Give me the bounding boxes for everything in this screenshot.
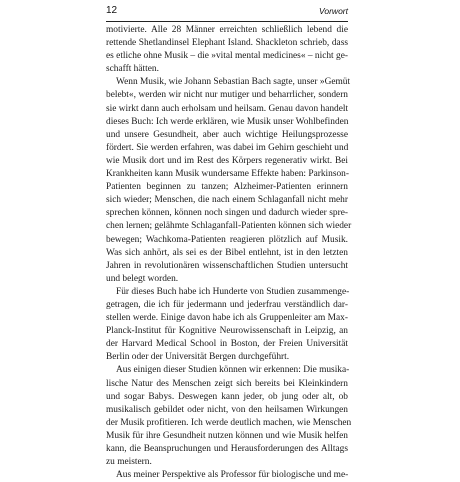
text-line: Wenn Musik, wie Johann Sebastian Bach sagte, unser »Gemüt: [116, 77, 351, 88]
text-line: schafft hätten.: [106, 64, 159, 75]
paragraph: [106, 286, 348, 365]
text-line: und sogar Babys. Deswegen kann jeder, ob jung oder alt, ob: [106, 391, 348, 402]
text-line: fördert. Sie werden erfahren, was dabei im Gehirn geschieht und: [106, 142, 349, 153]
text-line: Planck-Institut für Kognitive Neurowissenschaft in Leipzig, an: [106, 326, 348, 337]
body-text: [106, 24, 352, 482]
text-line: chen lernen; gelähmte Schlaganfall-Patienten können sich wieder: [106, 221, 352, 232]
text-line: kann, die Beanspruchungen und Herausforderungen des Alltags: [106, 444, 348, 454]
text-line: musikalisch gebildet oder nicht, von den heilsamen Wirkungen: [106, 404, 348, 415]
text-line: der Musik profitieren. Ich werde deutlich machen, wie Menschen: [106, 417, 352, 428]
text-line: es etliche ohne Musik – die »vital mental medicines« – nicht ge-: [106, 51, 348, 62]
text-line: sie wirkt dann auch erholsam und heilsam. Genau davon handelt: [106, 103, 349, 114]
text-line: und belegt worden.: [106, 273, 179, 284]
text-line: und unsere Gesundheit, aber auch wichtige Heilungsprozesse: [106, 129, 348, 140]
text-line: der Harvard Medical School in Boston, der Freien Universität: [106, 339, 348, 350]
text-line: Patienten beginnen zu tanzen; Alzheimer-Patienten erinnern: [106, 182, 348, 193]
text-line: Krankheiten kann Musik wundersame Effekte haben: Parkinson-: [106, 169, 349, 180]
text-line: Musik für ihre Gesundheit nutzen können und wie Musik helfen: [106, 430, 348, 441]
text-line: Was sich anhört, als sei es der Bibel entlehnt, ist in den letzten: [106, 247, 348, 258]
text-line: Jahren in revolutionären wissenschaftlichen Studien untersucht: [106, 260, 348, 271]
text-line: bewegen; Wachkoma-Patienten reagieren plötzlich auf Musik.: [106, 234, 348, 245]
paragraph: [106, 469, 348, 482]
text-line: Aus meiner Perspektive als Professor für biologische und me-: [116, 470, 349, 481]
text-line: Aus einigen dieser Studien können wir erkennen: Die musika-: [116, 365, 350, 376]
text-line: wie Musik dort und im Rest des Körpers regenerativ wirkt. Bei: [106, 155, 348, 166]
paragraph: [106, 76, 352, 286]
text-line: dieses Buch: Ich werde erklären, wie Musik unser Wohlbefinden: [106, 116, 349, 127]
text-line: getragen, die ich für jedermann und jederfrau verständlich dar-: [106, 299, 348, 310]
text-line: Für dieses Buch habe ich Hunderte von Studien zusammenge-: [116, 286, 350, 297]
text-line: sich wieder; Menschen, die nach einem Schlaganfall nicht mehr: [106, 195, 348, 206]
running-head: Vorwort: [319, 6, 348, 16]
text-line: rettende Shetlandinsel Elephant Island. Shackleton schrieb, dass: [106, 38, 348, 49]
text-line: zu meistern.: [106, 457, 152, 468]
page-number: 12: [106, 5, 118, 16]
page-header: [106, 2, 348, 22]
text-line: lische Natur des Menschen zeigt sich bereits bei Kleinkindern: [106, 378, 348, 389]
text-line: Berlin oder der Universität Bergen durchgeführt.: [106, 352, 290, 363]
paragraph: [106, 364, 352, 469]
text-line: belebt«, werden wir nicht nur mutiger und beharrlicher, sondern: [106, 90, 348, 101]
text-line: sprechen können, können noch singen und dadurch wieder spre-: [106, 208, 348, 219]
text-line: motivierte. Alle 28 Männer erreichten schließlich lebend die: [106, 25, 348, 35]
paragraph: [106, 24, 348, 76]
text-line: stellen werde. Einige davon habe ich als Gruppenleiter am Max-: [106, 313, 348, 324]
